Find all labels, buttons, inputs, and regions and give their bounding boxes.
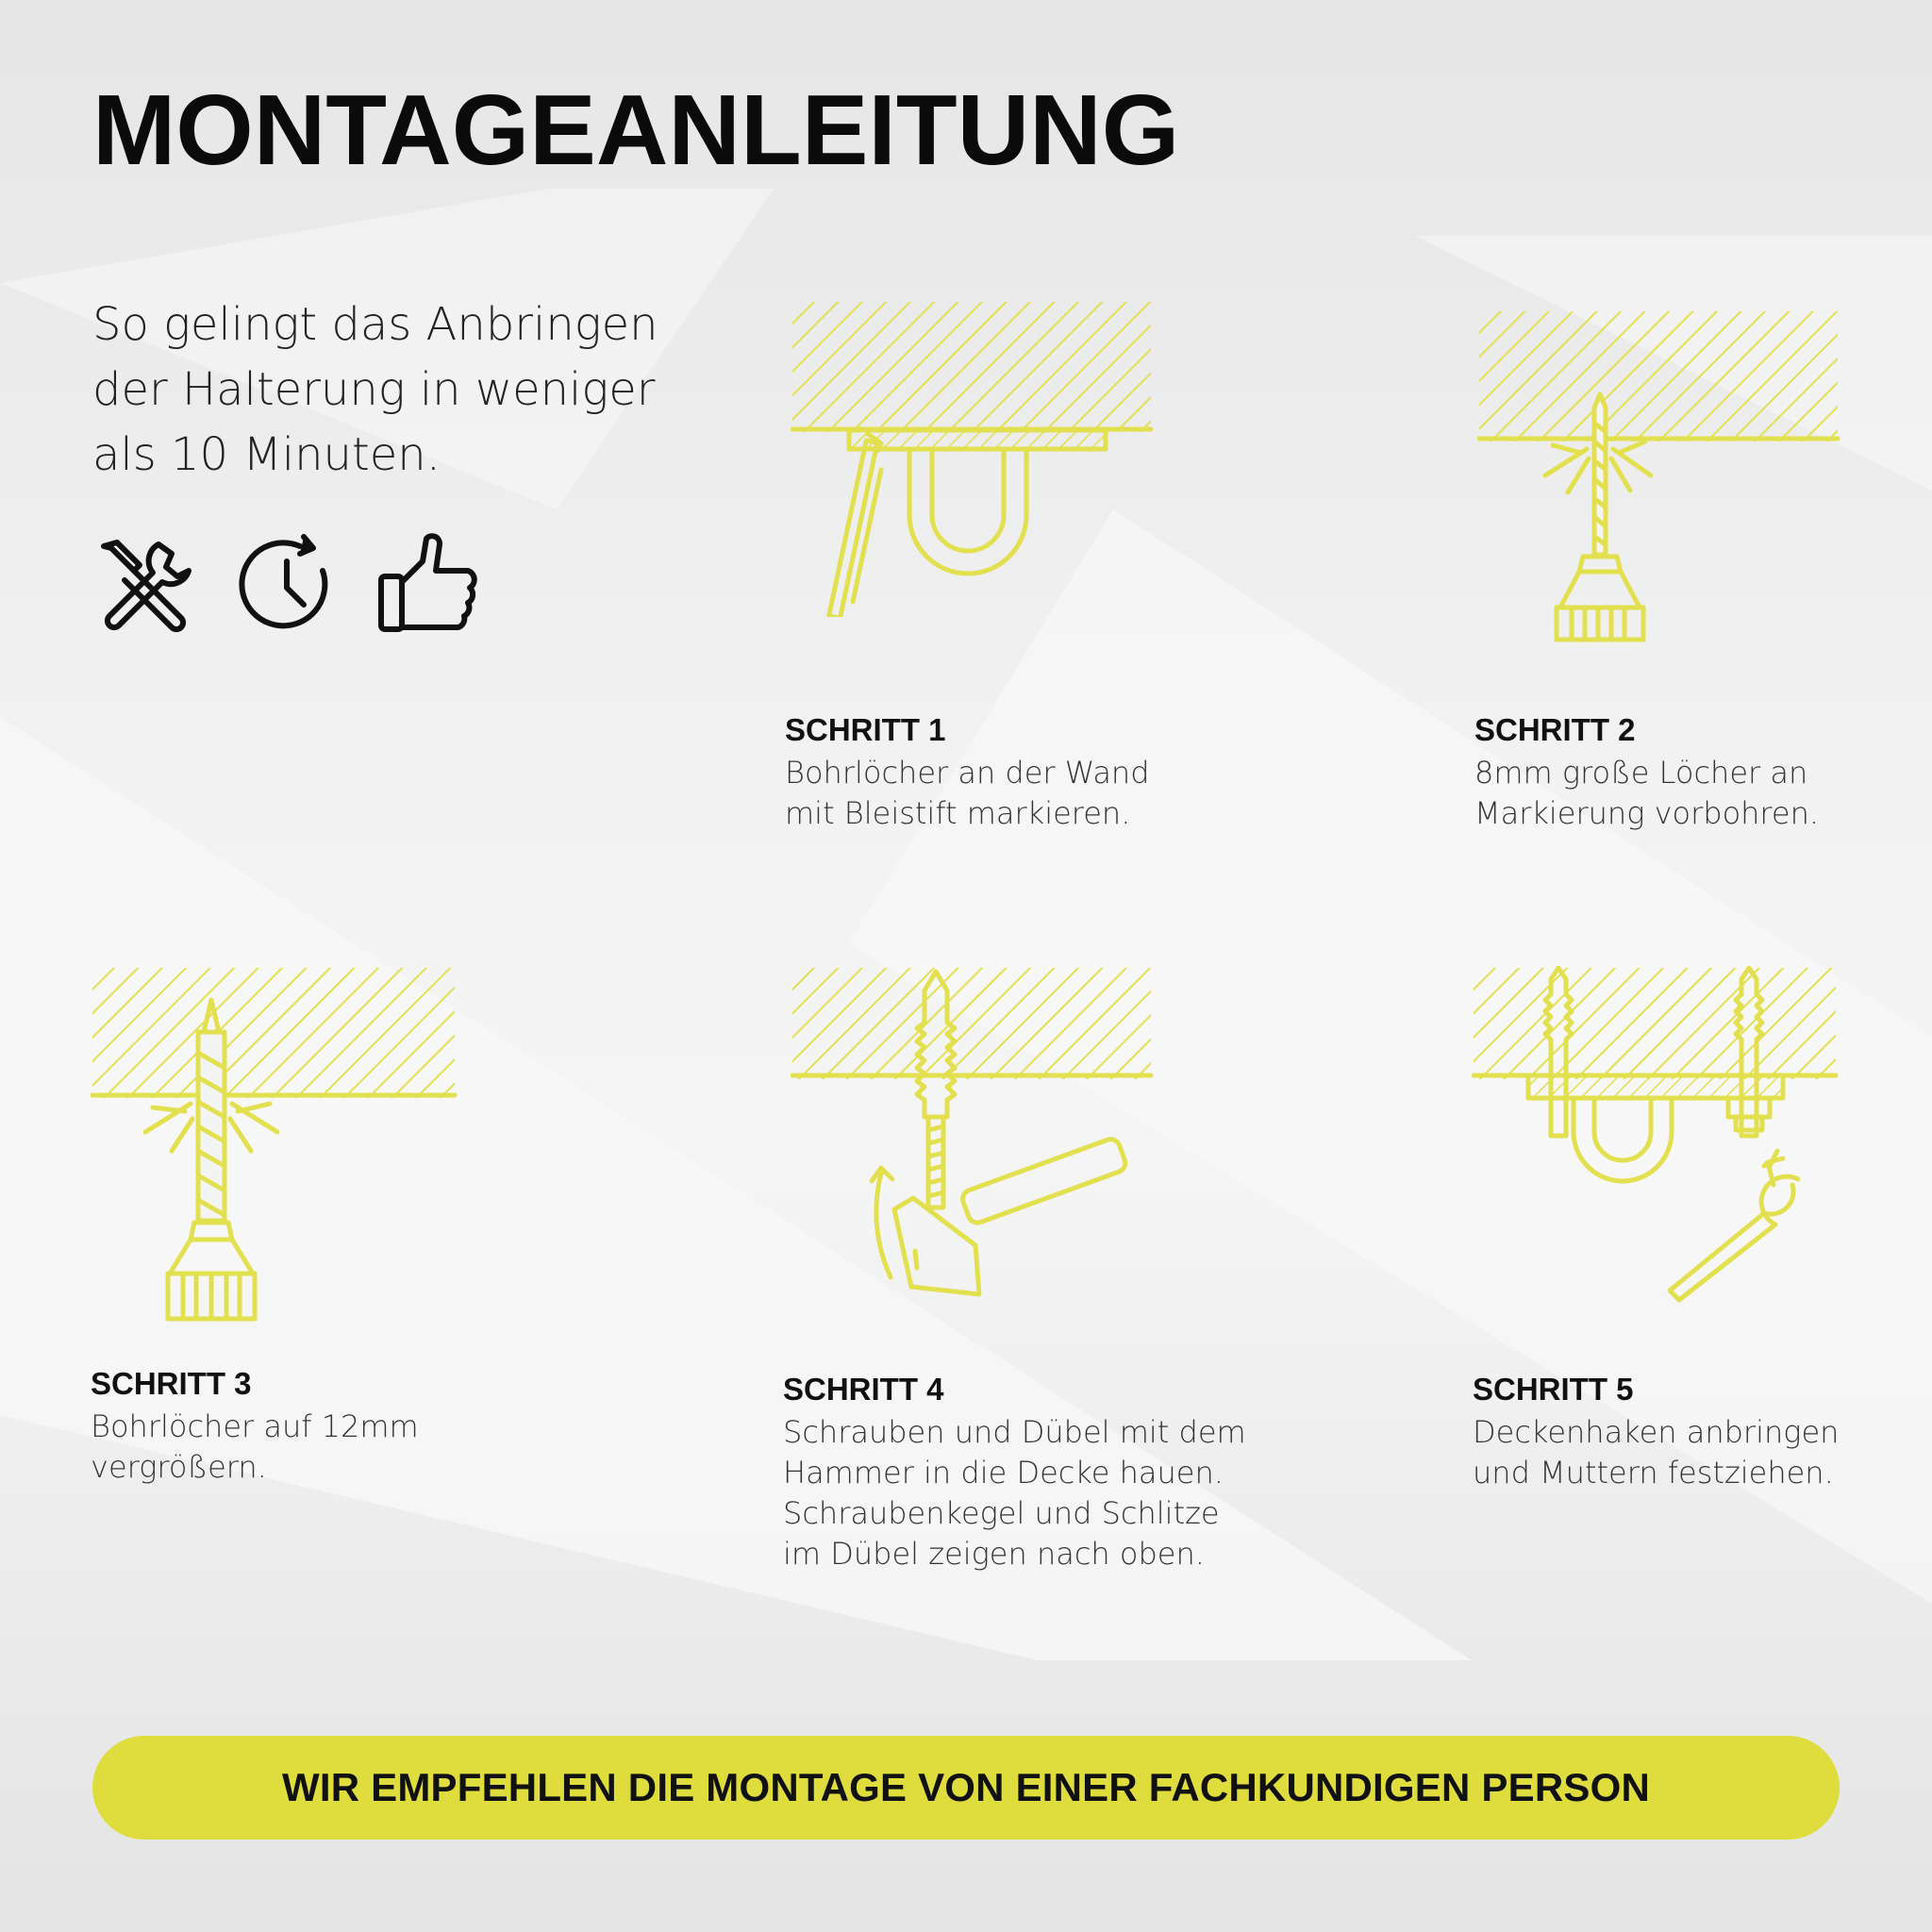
step-line: und Muttern festziehen. bbox=[1473, 1455, 1834, 1491]
step-line: im Dübel zeigen nach oben. bbox=[783, 1536, 1205, 1572]
step-line: Schraubenkegel und Schlitze bbox=[783, 1495, 1220, 1531]
step5-illustration bbox=[1472, 966, 1840, 1311]
recommendation-banner bbox=[92, 1736, 1840, 1840]
step-1 bbox=[785, 711, 1275, 834]
step-line: Bohrlöcher auf 12mm bbox=[91, 1408, 419, 1444]
step-title: SCHRITT 5 bbox=[1473, 1372, 1634, 1407]
tools-icon bbox=[91, 533, 196, 639]
intro-line: So gelingt das Anbringen bbox=[92, 298, 658, 351]
step-line: 8mm große Löcher an bbox=[1474, 755, 1808, 791]
step-text bbox=[1474, 753, 1932, 834]
step-line: Bohrlöcher an der Wand bbox=[785, 755, 1150, 791]
intro-text bbox=[92, 292, 696, 488]
step-2 bbox=[1474, 711, 1932, 834]
clock-icon bbox=[234, 533, 340, 639]
feature-icons bbox=[91, 533, 483, 639]
step1-illustration bbox=[791, 300, 1155, 617]
step2-illustration bbox=[1477, 309, 1841, 645]
step-text bbox=[91, 1407, 581, 1488]
banner-text: WIR EMPFEHLEN DIE MONTAGE VON EINER FACHKUNDIGEN PERSON bbox=[282, 1765, 1650, 1809]
step-text bbox=[783, 1412, 1274, 1574]
step-title: SCHRITT 2 bbox=[1474, 712, 1636, 747]
thumbs-up-icon bbox=[377, 533, 483, 639]
step-line: vergrößern. bbox=[91, 1449, 267, 1485]
step-line: Deckenhaken anbringen bbox=[1473, 1414, 1840, 1450]
intro-line: der Halterung in weniger bbox=[92, 363, 656, 416]
intro-line: als 10 Minuten. bbox=[92, 428, 441, 481]
step-line: Schrauben und Dübel mit dem bbox=[783, 1414, 1246, 1450]
step3-illustration bbox=[91, 966, 458, 1330]
page-title: MONTAGEANLEITUNG bbox=[92, 75, 1180, 186]
step-text bbox=[785, 753, 1275, 834]
step-text bbox=[1473, 1412, 1932, 1493]
step-line: mit Bleistift markieren. bbox=[785, 795, 1131, 831]
step-title: SCHRITT 4 bbox=[783, 1372, 944, 1407]
step-line: Hammer in die Decke hauen. bbox=[783, 1455, 1224, 1491]
step-line: Markierung vorbohren. bbox=[1474, 795, 1820, 831]
step4-illustration bbox=[791, 966, 1158, 1302]
step-title: SCHRITT 1 bbox=[785, 712, 946, 747]
step-5 bbox=[1473, 1371, 1932, 1493]
step-3 bbox=[91, 1365, 581, 1488]
step-4 bbox=[783, 1371, 1274, 1574]
step-title: SCHRITT 3 bbox=[91, 1366, 252, 1401]
